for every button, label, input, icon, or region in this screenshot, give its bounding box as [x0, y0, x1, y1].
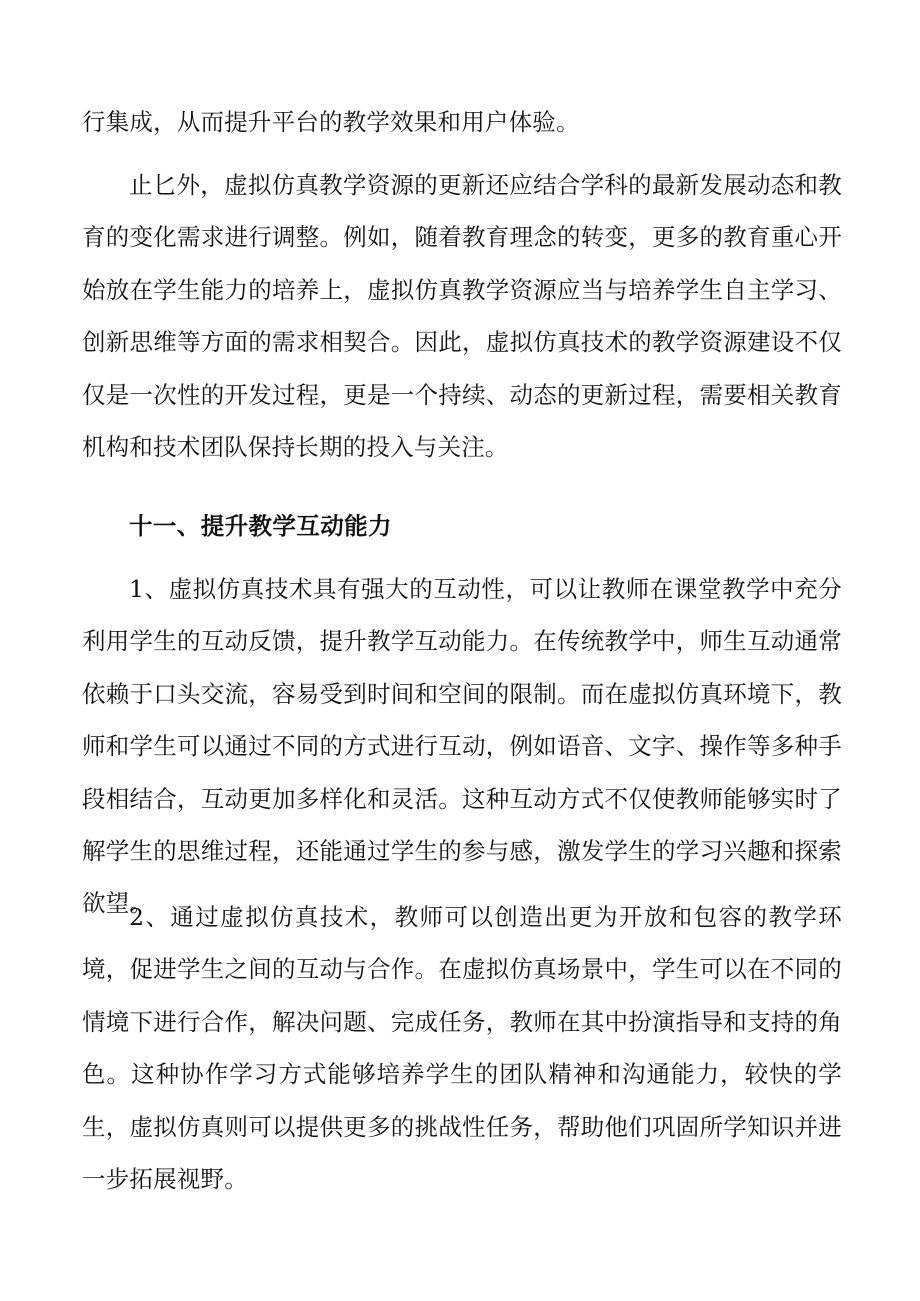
paragraph-interaction-1: 1、虚拟仿真技术具有强大的互动性，可以让教师在课堂教学中充分利用学生的互动反馈，提升教学互动能力。在传统教学中，师生互动通常依赖于口头交流，容易受到时间和空间的限制。而在虚拟仿真环境下，教师和学生可以通过不同的方式进行互动，例如语音、文字、操作等多种手段相结合，互动更加多样化和灵活。这种互动方式不仅使教师能够实时了解学生的思维过程，还能通过学生的参与感，激发学生的学习兴趣和探索欲望。	[82, 575, 842, 918]
section-heading: 十一、提升教学互动能力	[129, 512, 392, 540]
paragraph-interaction-2: 2、通过虚拟仿真技术，教师可以创造出更为开放和包容的教学环境，促进学生之间的互动与合作。在虚拟仿真场景中，学生可以在不同的情境下进行合作，解决问题、完成任务，教师在其中扮演指导和支持的角色。这种协作学习方式能够培养学生的团队精神和沟通能力，较快的学生，虚拟仿真则可以提供更多的挑战性任务，帮助他们巩固所学知识并进一步拓展视野。	[82, 903, 842, 1194]
paragraph-resource-update: 止匕外，虚拟仿真教学资源的更新还应结合学科的最新发展动态和教育的变化需求进行调整。例如，随着教育理念的转变，更多的教育重心开始放在学生能力的培养上，虚拟仿真教学资源应当与培养学生自主学习、创新思维等方面的需求相契合。因此，虚拟仿真技术的教学资源建设不仅仅是一次性的开发过程，更是一个持续、动态的更新过程，需要相关教育机构和技术团队保持长期的投入与关注。	[82, 171, 842, 462]
paragraph-continuation: 行集成，从而提升平台的教学效果和用户体验。	[82, 108, 580, 136]
